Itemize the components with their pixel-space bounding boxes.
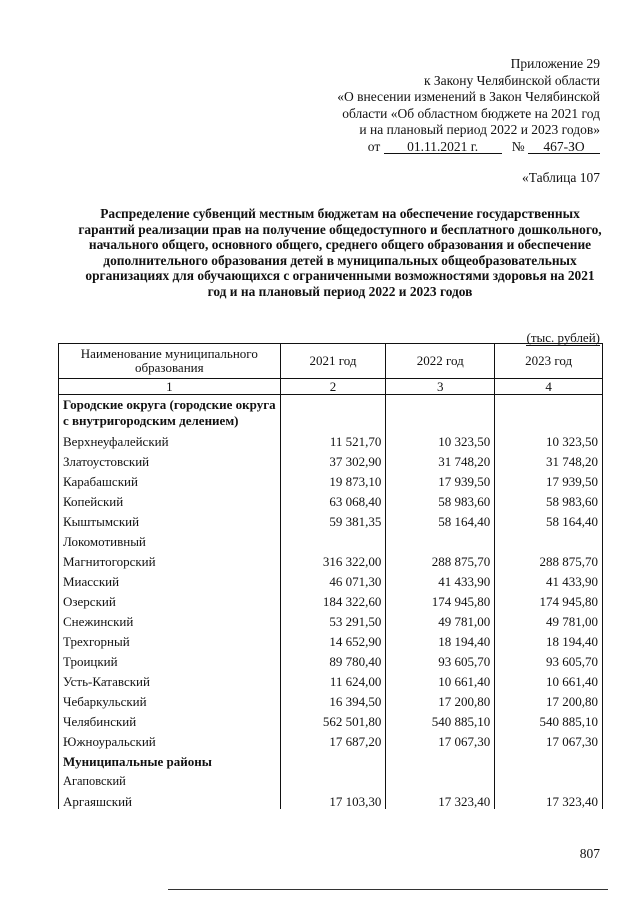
table-row: [59, 469, 603, 489]
group-row: [59, 395, 603, 430]
value-2022: 49 781,00: [386, 609, 495, 629]
empty-cell: [280, 749, 386, 769]
group-row: [59, 749, 603, 769]
value-2022: 41 433,90: [386, 569, 495, 589]
municipality-name: Магнитогорский: [59, 549, 281, 569]
bottom-rule: [168, 889, 608, 890]
value-2022: 288 875,70: [386, 549, 495, 569]
municipality-name: Миасский: [59, 569, 281, 589]
value-2022: 10 323,50: [386, 429, 495, 449]
header-municipality: Наименование муниципального образования: [59, 344, 281, 379]
municipality-name: Аргаяшский: [59, 789, 281, 809]
municipality-name: Агаповский: [59, 769, 281, 789]
empty-cell: [495, 749, 603, 769]
value-2023: 58 983,60: [495, 489, 603, 509]
table-row: [59, 649, 603, 669]
subvention-table: [58, 343, 603, 809]
value-2021: 59 381,35: [280, 509, 386, 529]
value-2022: 18 194,40: [386, 629, 495, 649]
value-2022: 17 323,40: [386, 789, 495, 809]
value-2021: 19 873,10: [280, 469, 386, 489]
value-2023: [495, 769, 603, 789]
value-2023: 17 200,80: [495, 689, 603, 709]
table-row: [59, 529, 603, 549]
appendix-law-title-3: и на плановый период 2022 и 2023 годов»: [359, 122, 600, 137]
table-row: [59, 709, 603, 729]
value-2021: 63 068,40: [280, 489, 386, 509]
empty-cell: [386, 395, 495, 430]
appendix-number: Приложение 29: [510, 56, 600, 71]
municipality-name: Южноуральский: [59, 729, 281, 749]
header-2022: 2022 год: [386, 344, 495, 379]
table-row: [59, 549, 603, 569]
municipality-name: Верхнеуфалейский: [59, 429, 281, 449]
column-number: 3: [386, 379, 495, 395]
value-2022: 58 164,40: [386, 509, 495, 529]
municipality-name: Озерский: [59, 589, 281, 609]
value-2022: 58 983,60: [386, 489, 495, 509]
table-row: [59, 489, 603, 509]
value-2023: 41 433,90: [495, 569, 603, 589]
municipality-name: Златоустовский: [59, 449, 281, 469]
value-2023: 18 194,40: [495, 629, 603, 649]
value-2022: 17 939,50: [386, 469, 495, 489]
empty-cell: [386, 749, 495, 769]
column-number: 1: [59, 379, 281, 395]
value-2022: 17 200,80: [386, 689, 495, 709]
value-2023: 10 661,40: [495, 669, 603, 689]
table-row: [59, 669, 603, 689]
value-2023: 31 748,20: [495, 449, 603, 469]
value-2021: 16 394,50: [280, 689, 386, 709]
appendix-law-title-1: «О внесении изменений в Закон Челябинской: [337, 89, 600, 104]
municipality-name: Трехгорный: [59, 629, 281, 649]
table-row: [59, 449, 603, 469]
table-row: [59, 729, 603, 749]
value-2023: 288 875,70: [495, 549, 603, 569]
table-row: [59, 509, 603, 529]
value-2023: 540 885,10: [495, 709, 603, 729]
municipality-name: Локомотивный: [59, 529, 281, 549]
value-2021: 46 071,30: [280, 569, 386, 589]
number-label: №: [511, 138, 525, 154]
value-2023: 93 605,70: [495, 649, 603, 669]
header-2021: 2021 год: [280, 344, 386, 379]
table-row: [59, 689, 603, 709]
value-2023: 58 164,40: [495, 509, 603, 529]
value-2023: 17 067,30: [495, 729, 603, 749]
municipality-name: Карабашский: [59, 469, 281, 489]
value-2022: 174 945,80: [386, 589, 495, 609]
municipality-name: Челябинский: [59, 709, 281, 729]
column-number: 2: [280, 379, 386, 395]
table-reference: «Таблица 107: [522, 170, 600, 185]
from-label: от: [367, 138, 381, 154]
municipality-name: Кыштымский: [59, 509, 281, 529]
table-row: [59, 429, 603, 449]
empty-cell: [495, 395, 603, 430]
value-2022: [386, 769, 495, 789]
law-number: 467-ЗО: [528, 140, 600, 154]
table-row: [59, 569, 603, 589]
value-2023: [495, 529, 603, 549]
value-2022: 93 605,70: [386, 649, 495, 669]
law-date: 01.11.2021 г.: [384, 140, 502, 154]
value-2021: 11 624,00: [280, 669, 386, 689]
municipality-name: Снежинский: [59, 609, 281, 629]
value-2021: [280, 529, 386, 549]
value-2021: [280, 769, 386, 789]
appendix-header: [337, 56, 600, 155]
table-row: [59, 629, 603, 649]
value-2022: 31 748,20: [386, 449, 495, 469]
page-number: 807: [579, 846, 600, 861]
table-row: [59, 609, 603, 629]
column-number: 4: [495, 379, 603, 395]
value-2021: 53 291,50: [280, 609, 386, 629]
value-2021: 17 103,30: [280, 789, 386, 809]
municipality-name: Копейский: [59, 489, 281, 509]
value-2023: 17 323,40: [495, 789, 603, 809]
municipality-name: Троицкий: [59, 649, 281, 669]
header-2023: 2023 год: [495, 344, 603, 379]
value-2022: 17 067,30: [386, 729, 495, 749]
value-2021: 14 652,90: [280, 629, 386, 649]
table-row: [59, 769, 603, 789]
value-2023: 17 939,50: [495, 469, 603, 489]
value-2023: 10 323,50: [495, 429, 603, 449]
table-header-row: [59, 344, 603, 379]
value-2022: [386, 529, 495, 549]
value-2021: 17 687,20: [280, 729, 386, 749]
group-name: Городские округа (городские округа с внутригородским делением): [59, 395, 281, 430]
municipality-name: Усть-Катавский: [59, 669, 281, 689]
value-2022: 540 885,10: [386, 709, 495, 729]
value-2021: 89 780,40: [280, 649, 386, 669]
appendix-law-title-2: области «Об областном бюджете на 2021 год: [342, 105, 600, 121]
value-2021: 37 302,90: [280, 449, 386, 469]
table-row: [59, 789, 603, 809]
value-2021: 184 322,60: [280, 589, 386, 609]
value-2021: 316 322,00: [280, 549, 386, 569]
column-number-row: [59, 379, 603, 395]
appendix-law-ref: к Закону Челябинской области: [423, 72, 600, 88]
value-2023: 174 945,80: [495, 589, 603, 609]
value-2021: 11 521,70: [280, 429, 386, 449]
appendix-date-line: [337, 139, 600, 156]
group-name: Муниципальные районы: [59, 749, 281, 769]
municipality-name: Чебаркульский: [59, 689, 281, 709]
value-2023: 49 781,00: [495, 609, 603, 629]
value-2021: 562 501,80: [280, 709, 386, 729]
table-row: [59, 589, 603, 609]
units-text: (тыс. рублей): [526, 330, 600, 345]
document-title: Распределение субвенций местным бюджетам на обеспечение государственных гарантий реализации прав на получение общедоступного и бесплатного дошкольного, начального общего, основного общего, среднего общего образования и обеспечение дополнительного образования детей в муниципальных общеобразовательных организациях для обучающихся с ограниченными возможностями здоровья на 2021 год и на плановый период 2022 и 2023 годов: [78, 206, 602, 299]
value-2022: 10 661,40: [386, 669, 495, 689]
empty-cell: [280, 395, 386, 430]
